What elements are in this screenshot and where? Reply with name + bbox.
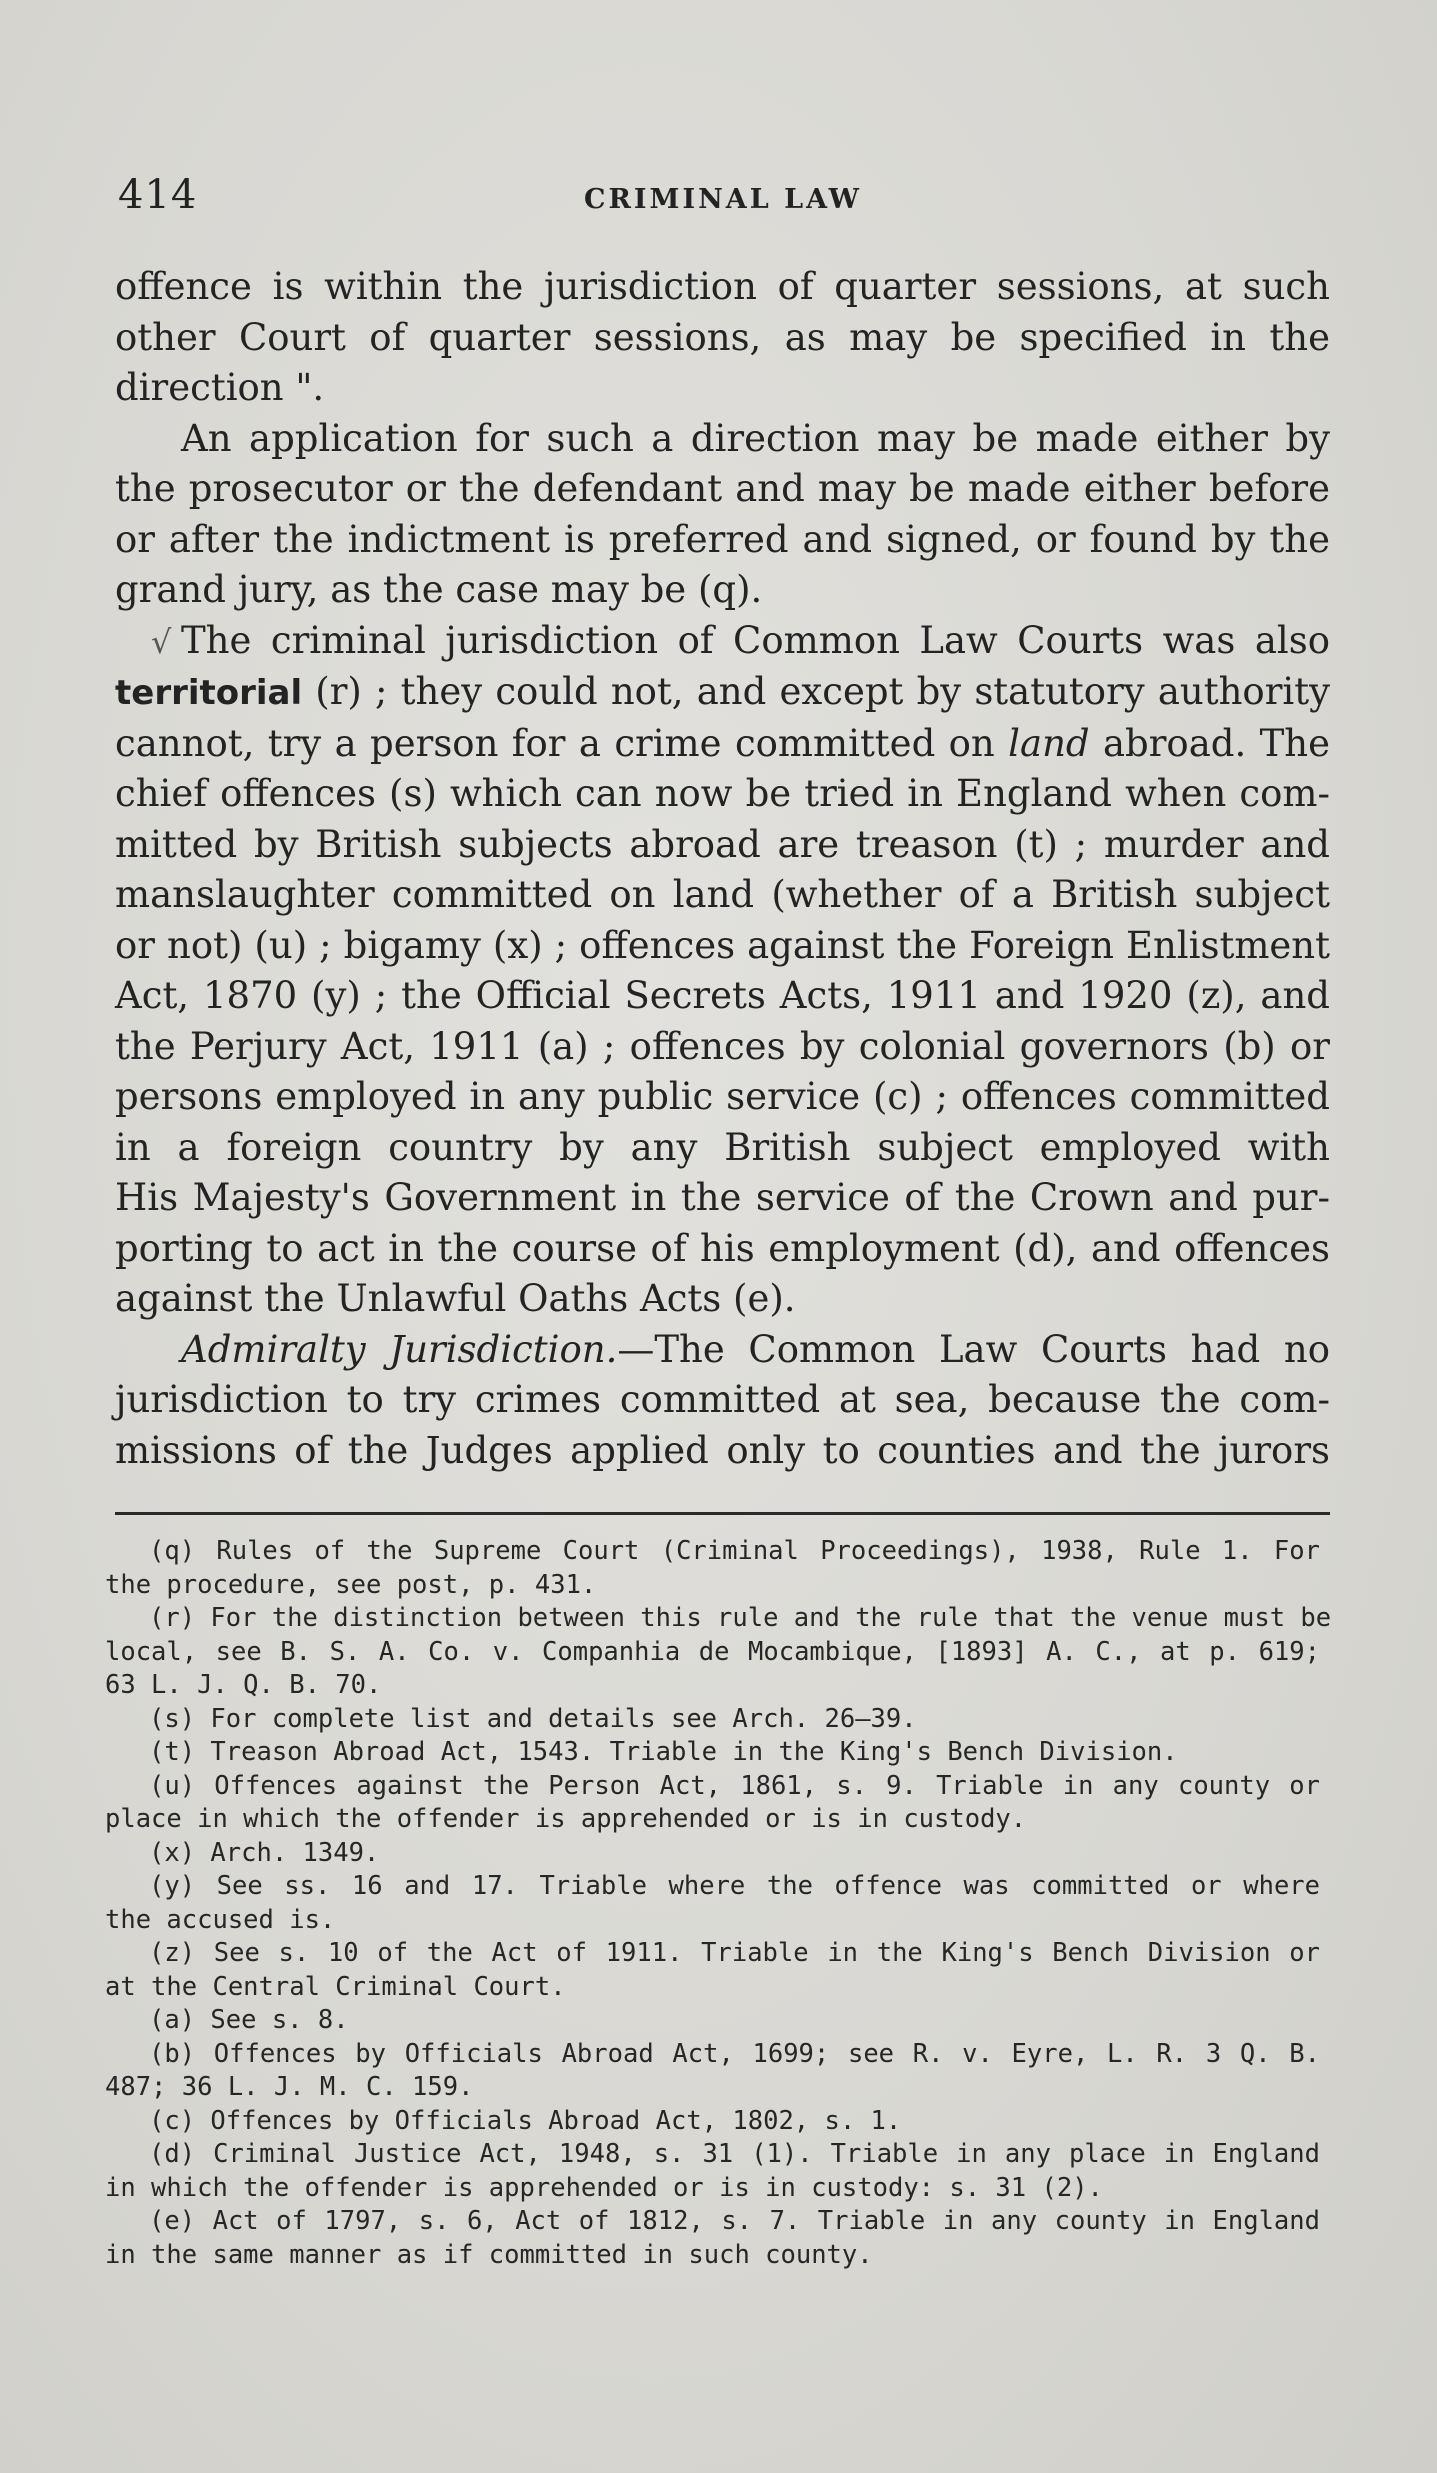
footnote-line: at the Central Criminal Court. <box>105 1971 566 2002</box>
footnote-line: (c) Offences by Officials Abroad Act, 1802, s. 1. <box>149 2105 902 2136</box>
text-line: √ The criminal jurisdiction of Common Law Courts was also <box>151 618 1330 662</box>
footnote <box>105 1937 1320 2004</box>
footnote <box>105 2004 1320 2038</box>
main-text <box>115 262 1330 1476</box>
footnote-line: (q) Rules of the Supreme Court (Criminal Proceedings), 1938, Rule 1. For <box>149 1536 1320 1566</box>
paragraph-1 <box>115 262 1330 414</box>
footnote-line: (s) For complete list and details see Arch. 26–39. <box>149 1703 917 1734</box>
text-line <box>115 719 1330 770</box>
text-line: or not) (u) ; bigamy (x) ; offences against the Foreign Enlistment <box>115 923 1330 967</box>
footnote-line: 487; 36 L. J. M. C. 159. <box>105 2072 474 2102</box>
section-heading: Admiralty Jurisdiction. <box>181 1327 618 1371</box>
text-line: porting to act in the course of his employment (d), and offences <box>115 1226 1330 1270</box>
text-line <box>115 667 1330 719</box>
text-line: the prosecutor or the defendant and may be made either before <box>115 467 1330 510</box>
text-line: manslaughter committed on land (whether of a British subject <box>115 873 1330 916</box>
bold-term: territorial <box>115 673 303 713</box>
footnotes <box>105 1535 1332 2272</box>
page-header <box>118 172 1328 232</box>
text-segment: abroad. The <box>1089 721 1331 765</box>
footnote <box>105 2038 1320 2105</box>
footnote-line: place in which the offender is apprehended or is in custody. <box>105 1804 1027 1834</box>
footnote-line: (y) See ss. 16 and 17. Triable where the offence was committed or where <box>149 1871 1320 1901</box>
footnote-line: 63 L. J. Q. B. 70. <box>105 1670 382 1700</box>
footnote-line: (u) Offences against the Person Act, 1861, s. 9. Triable in any county or <box>149 1770 1320 1801</box>
footnote-line: (a) See s. 8. <box>149 2005 349 2035</box>
text-line: persons employed in any public service (c) ; offences committed <box>115 1075 1330 1118</box>
text-line: offence is within the jurisdiction of quarter sessions, at such <box>115 265 1330 308</box>
footnote <box>105 2138 1320 2205</box>
footnote-line: (t) Treason Abroad Act, 1543. Triable in the King's Bench Division. <box>149 1737 1178 1767</box>
text-line: An application for such a direction may be made either by <box>181 416 1330 460</box>
text-line: His Majesty's Government in the service of the Crown and pur- <box>115 1176 1330 1219</box>
footnote-divider <box>115 1512 1330 1515</box>
footnote <box>105 1535 1320 1602</box>
text-line: mitted by British subjects abroad are treason (t) ; murder and <box>115 822 1330 866</box>
running-head: CRIMINAL LAW <box>584 184 862 215</box>
footnote-line: (x) Arch. 1349. <box>149 1837 380 1868</box>
footnote-line: (b) Offences by Officials Abroad Act, 1699; see R. v. Eyre, L. R. 3 Q. B. <box>149 2038 1320 2069</box>
footnote-line: in which the offender is apprehended or is in custody: s. 31 (2). <box>105 2172 1103 2203</box>
text-line: the Perjury Act, 1911 (a) ; offences by colonial governors (b) or <box>115 1024 1330 1068</box>
text-line: chief offences (s) which can now be tried in England when com- <box>115 772 1330 815</box>
footnote <box>105 2105 1320 2139</box>
text-line: jurisdiction to try crimes committed at sea, because the com- <box>115 1378 1330 1421</box>
italic-term: land <box>1008 721 1090 765</box>
text-line: Act, 1870 (y) ; the Official Secrets Acts, 1911 and 1920 (z), and <box>115 974 1330 1017</box>
footnote-line: in the same manner as if committed in such county. <box>105 2239 873 2270</box>
footnote <box>105 1736 1320 1770</box>
text-line: other Court of quarter sessions, as may be specified in the <box>115 315 1330 359</box>
paragraph-3 <box>115 616 1330 1325</box>
text-line: grand jury, as the case may be (q). <box>115 568 763 611</box>
text-line: direction ". <box>115 366 325 409</box>
text-segment: The criminal jurisdiction of Common Law Courts was also <box>181 618 1330 662</box>
text-segment: cannot, try a person for a crime committed on <box>115 721 1009 765</box>
footnote <box>105 1770 1320 1837</box>
footnote-line: (e) Act of 1797, s. 6, Act of 1812, s. 7. Triable in any county in England <box>149 2206 1320 2236</box>
footnote <box>105 1703 1320 1737</box>
text-segment: —The Common Law Courts had no <box>617 1327 1330 1371</box>
footnote-line: (r) For the distinction between this rule and the rule that the venue must be <box>149 1603 1332 1633</box>
paragraph-2 <box>115 414 1330 616</box>
footnote <box>105 1602 1332 1703</box>
footnote <box>105 2205 1320 2272</box>
text-line: or after the indictment is preferred and signed, or found by the <box>115 517 1330 561</box>
text-segment: (r) ; they could not, and except by statutory authority <box>302 670 1330 713</box>
footnote-line: the accused is. <box>105 1904 336 1935</box>
footnote-line: (d) Criminal Justice Act, 1948, s. 31 (1). Triable in any place in England <box>149 2139 1320 2169</box>
footnote-line: local, see B. S. A. Co. v. Companhia de Mocambique, [1893] A. C., at p. 619; <box>105 1636 1320 1667</box>
text-line: missions of the Judges applied only to counties and the jurors <box>115 1428 1330 1472</box>
footnote-line: (z) See s. 10 of the Act of 1911. Triable in the King's Bench Division or <box>149 1938 1320 1968</box>
text-line <box>115 1325 1330 1376</box>
paragraph-4 <box>115 1325 1330 1477</box>
footnote <box>105 1870 1320 1937</box>
page-number: 414 <box>118 172 198 218</box>
text-line: against the Unlawful Oaths Acts (e). <box>115 1277 796 1320</box>
text-line: in a foreign country by any British subject employed with <box>115 1125 1330 1169</box>
footnote <box>105 1837 1320 1871</box>
footnote-line: the procedure, see post, p. 431. <box>105 1569 597 1600</box>
